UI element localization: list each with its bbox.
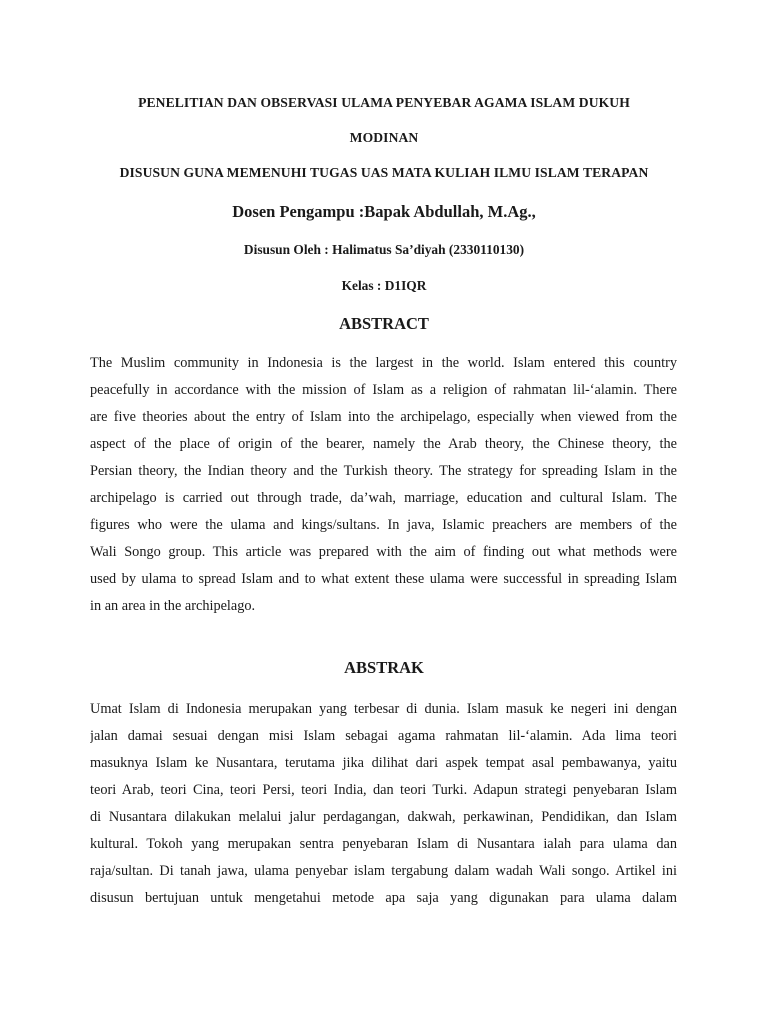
abstrak-heading: ABSTRAK (344, 658, 424, 677)
abstrak-line: raja/sultan. Di tanah jawa, ulama penyebar islam tergabung dalam wadah Wali songo. Artikel ini (90, 863, 677, 879)
class-line: Kelas : D1IQR (341, 278, 427, 293)
abstrak-line: kultural. Tokoh yang merupakan sentra penyebaran Islam di Nusantara ialah para ulama dan (90, 836, 677, 852)
abstract-line: The Muslim community in Indonesia is the largest in the world. Islam entered this country (90, 355, 677, 371)
abstract-line: aspect of the place of origin of the bearer, namely the Arab theory, the Chinese theory, the (90, 436, 677, 452)
abstrak-line: masuknya Islam ke Nusantara, terutama jika dilihat dari aspek tempat asal pembawanya, yaitu (90, 755, 677, 771)
title-line-1: PENELITIAN DAN OBSERVASI ULAMA PENYEBAR AGAMA ISLAM DUKUH (138, 95, 630, 110)
abstrak-line: teori Arab, teori Cina, teori Persi, teori India, dan teori Turki. Adapun strategi penyebaran Islam (90, 782, 677, 798)
author-line: Disusun Oleh : Halimatus Sa’diyah (2330110130) (243, 242, 525, 257)
abstrak-paragraph (90, 696, 677, 912)
abstract-line: peacefully in accordance with the mission of Islam as a religion of rahmatan lil-‘alamin. There (90, 382, 677, 398)
title-line-2: MODINAN (349, 130, 419, 145)
abstrak-line: disusun bertujuan untuk mengetahui metode apa saja yang digunakan para ulama dalam (90, 890, 677, 906)
abstract-line: used by ulama to spread Islam and to what extent these ulama were successful in spreading Islam (90, 571, 677, 587)
abstrak-line: jalan damai sesuai dengan misi Islam sebagai agama rahmatan lil-‘alamin. Ada lima teori (90, 728, 677, 744)
abstrak-line: Umat Islam di Indonesia merupakan yang terbesar di dunia. Islam masuk ke negeri ini dengan (90, 701, 677, 717)
abstract-paragraph (90, 350, 677, 620)
lecturer-line: Dosen Pengampu :Bapak Abdullah, M.Ag., (232, 202, 536, 221)
abstract-line: are five theories about the entry of Islam into the archipelago, especially when viewed from the (90, 409, 677, 425)
abstrak-line: di Nusantara dilakukan melalui jalur perdagangan, dakwah, perkawinan, Pendidikan, dan Islam (90, 809, 677, 825)
abstract-line: archipelago is carried out through trade, da’wah, marriage, education and cultural Islam. The (90, 490, 677, 506)
abstract-heading: ABSTRACT (339, 314, 429, 333)
abstract-line: figures who were the ulama and kings/sultans. In java, Islamic preachers are members of the (90, 517, 677, 533)
abstract-line: Wali Songo group. This article was prepared with the aim of finding out what methods were (90, 544, 677, 560)
subtitle: DISUSUN GUNA MEMENUHI TUGAS UAS MATA KULIAH ILMU ISLAM TERAPAN (119, 165, 649, 180)
abstract-line: in an area in the archipelago. (90, 598, 256, 614)
abstract-line: Persian theory, the Indian theory and the Turkish theory. The strategy for spreading Islam in the (90, 463, 677, 479)
